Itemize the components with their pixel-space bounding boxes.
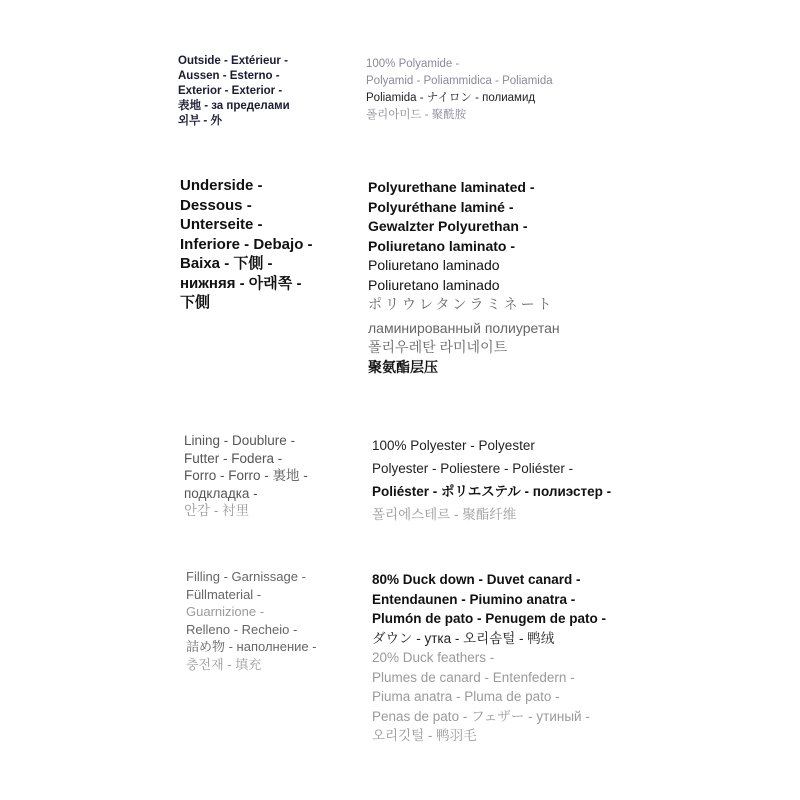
material-line: ダウン - утка - 오리솜털 - 鸭绒 <box>372 630 555 646</box>
material-line: 100% Polyamide - <box>366 58 460 70</box>
material-line: 20% Duck feathers - <box>372 650 495 665</box>
part-name-line: Inferiore - Debajo - <box>180 235 313 253</box>
part-name-line: Guarnizione - <box>186 604 265 619</box>
filling-part-names <box>186 568 317 673</box>
material-line: Poliuretano laminado <box>368 276 500 293</box>
part-name-line: 충전재 - 填充 <box>186 656 262 672</box>
material-line: Gewalzter Polyurethan - <box>368 218 528 234</box>
part-name-line: Baixa - 下側 - <box>180 255 273 272</box>
filling-materials <box>372 570 606 746</box>
material-line: Polyester - Poliestere - Poliéster - <box>372 461 574 476</box>
material-line: 폴리아미드 - 聚酰胺 <box>366 109 467 121</box>
part-name-line: Lining - Doublure - <box>184 433 296 448</box>
material-line: Plumón de pato - Penugem de pato - <box>372 611 607 626</box>
material-line: Poliéster - ポリエステル - полиэстер - <box>372 484 612 499</box>
material-line: Polyuréthane laminé - <box>368 198 514 215</box>
material-line: Entendaunen - Piumino anatra - <box>372 591 576 607</box>
material-line: 100% Polyester - Polyester <box>372 438 535 453</box>
material-line: Penas de pato - フェザー - утиный - <box>372 708 590 724</box>
part-name-line: 안감 - 衬里 <box>184 503 250 518</box>
outside-materials <box>366 56 553 124</box>
part-name-line: Unterseite - <box>180 216 263 233</box>
lining-part-names <box>184 432 308 520</box>
lining-materials <box>372 434 611 526</box>
material-line: 폴리우레탄 라미네이트 <box>368 339 508 355</box>
part-name-line: Relleno - Recheio - <box>186 621 298 637</box>
part-name-line: Underside - <box>180 177 263 194</box>
material-line: Polyamid - Poliammidica - Poliamida <box>366 75 553 87</box>
part-name-line: Futter - Fodera - <box>184 450 283 466</box>
part-name-line: Forro - Forro - 裏地 - <box>184 468 308 483</box>
part-name-line: нижняя - 아래쪽 - <box>180 274 302 292</box>
material-line: Piuma anatra - Pluma de pato - <box>372 689 560 704</box>
material-line: ламинированный полиуретан <box>368 319 560 336</box>
material-line: 80% Duck down - Duvet canard - <box>372 572 581 587</box>
part-name-line: Filling - Garnissage - <box>186 569 306 584</box>
material-line: Polyurethane laminated - <box>368 179 535 195</box>
material-line: ポリウレタンラミネート <box>368 296 555 312</box>
part-name-line: Dessous - <box>180 196 252 214</box>
material-line: 폴리에스테르 - 聚酯纤维 <box>372 507 517 522</box>
underside-part-names <box>180 176 313 313</box>
material-line: 聚氨酯层压 <box>368 358 438 375</box>
material-line: Poliuretano laminado <box>368 257 500 273</box>
material-line: Poliuretano laminato - <box>368 237 516 254</box>
material-line: Poliamida - ナイロン - полиамид <box>366 92 536 104</box>
part-name-line: 외부 - 外 <box>178 115 222 127</box>
underside-materials <box>368 178 560 377</box>
part-name-line: Exterior - Exterior - <box>178 85 283 97</box>
part-name-line: 詰め物 - наполнение - <box>186 639 317 654</box>
part-name-line: Outside - Extérieur - <box>178 55 288 67</box>
part-name-line: Füllmaterial - <box>186 586 262 602</box>
material-line: Plumes de canard - Entenfedern - <box>372 669 575 685</box>
part-name-line: подкладка - <box>184 485 258 501</box>
material-line: 오리깃털 - 鸭羽毛 <box>372 728 477 743</box>
part-name-line: 表地 - за пределами <box>178 100 290 112</box>
part-name-line: 下側 <box>180 294 211 311</box>
outside-part-names <box>178 54 290 129</box>
part-name-line: Aussen - Esterno - <box>178 70 280 82</box>
